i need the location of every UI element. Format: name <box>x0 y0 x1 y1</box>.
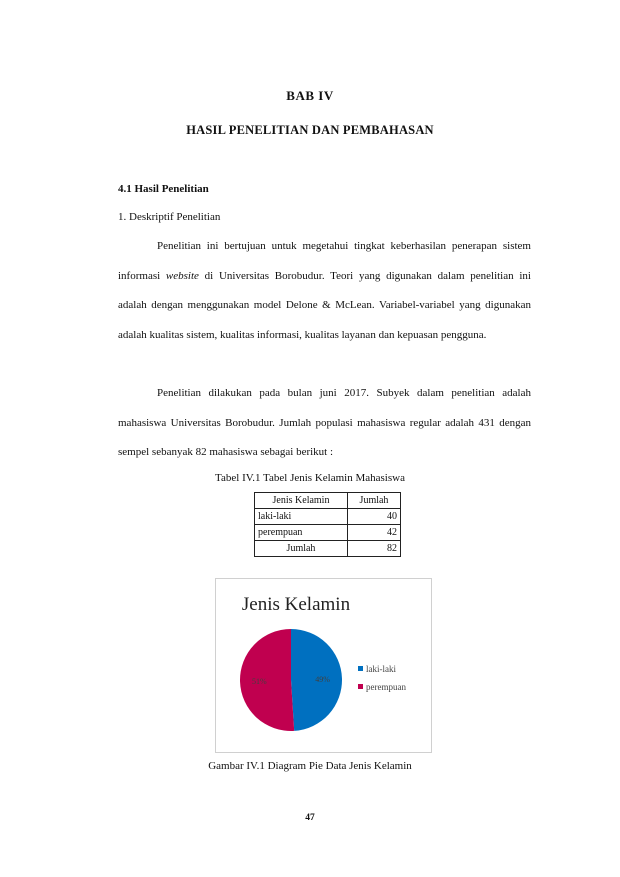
gender-table <box>254 492 401 557</box>
paragraph-1 <box>118 232 531 350</box>
table-total-value: 82 <box>348 541 401 557</box>
table-total-label: Jumlah <box>255 541 348 557</box>
table-caption: Tabel IV.1 Tabel Jenis Kelamin Mahasiswa <box>215 472 405 484</box>
pie-slice-label: 49% <box>315 675 330 685</box>
legend-label: laki-laki <box>366 664 396 674</box>
paragraph-1-text-b: di Universitas Borobudur. Teori yang digunakan dalam penelitian ini adalah dengan menggunakan model Delone & McLean. Variabel-variabel yang digunakan adalah kualitas sistem, kualitas informasi, kualitas layanan dan kepuasan pengguna. <box>118 269 531 341</box>
figure-caption: Gambar IV.1 Diagram Pie Data Jenis Kelamin <box>208 760 412 772</box>
paragraph-2-text: Penelitian dilakukan pada bulan juni 2017. Subyek dalam penelitian adalah mahasiswa Universitas Borobudur. Jumlah populasi mahasiswa regular adalah 431 dengan sempel sebanyak 82 mahasiswa sebagai berikut : <box>118 387 531 458</box>
table-cell-value: 42 <box>348 525 401 541</box>
table-total-row <box>255 541 401 557</box>
table-cell-label: perempuan <box>255 525 348 541</box>
chapter-title: HASIL PENELITIAN DAN PEMBAHASAN <box>186 123 434 137</box>
chapter-heading: BAB IV <box>286 88 334 103</box>
section-heading: 4.1 Hasil Penelitian <box>118 183 209 195</box>
table-header-gender: Jenis Kelamin <box>255 493 348 509</box>
chart-title: Jenis Kelamin <box>241 594 351 615</box>
legend-swatch <box>358 666 363 671</box>
pie-chart <box>216 579 431 752</box>
legend-swatch <box>358 684 363 689</box>
paragraph-1-italic: website <box>165 269 199 282</box>
subsection-heading: 1. Deskriptif Penelitian <box>118 211 221 223</box>
pie-chart-frame <box>215 578 432 753</box>
pie-slice-perempuan <box>240 629 294 731</box>
paragraph-1-text-a: Penelitian ini bertujuan untuk megetahui tingkat keberhasilan penerapan sistem informasi <box>118 240 531 282</box>
table-cell-label: laki-laki <box>255 509 348 525</box>
table-header-count: Jumlah <box>348 493 401 509</box>
legend-label: perempuan <box>366 682 406 692</box>
table-header-row <box>255 493 401 509</box>
page-number: 47 <box>305 813 315 823</box>
table-row <box>255 509 401 525</box>
pie-slice-label: 51% <box>252 676 267 686</box>
paragraph-2 <box>118 379 531 468</box>
table-row <box>255 525 401 541</box>
table-cell-value: 40 <box>348 509 401 525</box>
